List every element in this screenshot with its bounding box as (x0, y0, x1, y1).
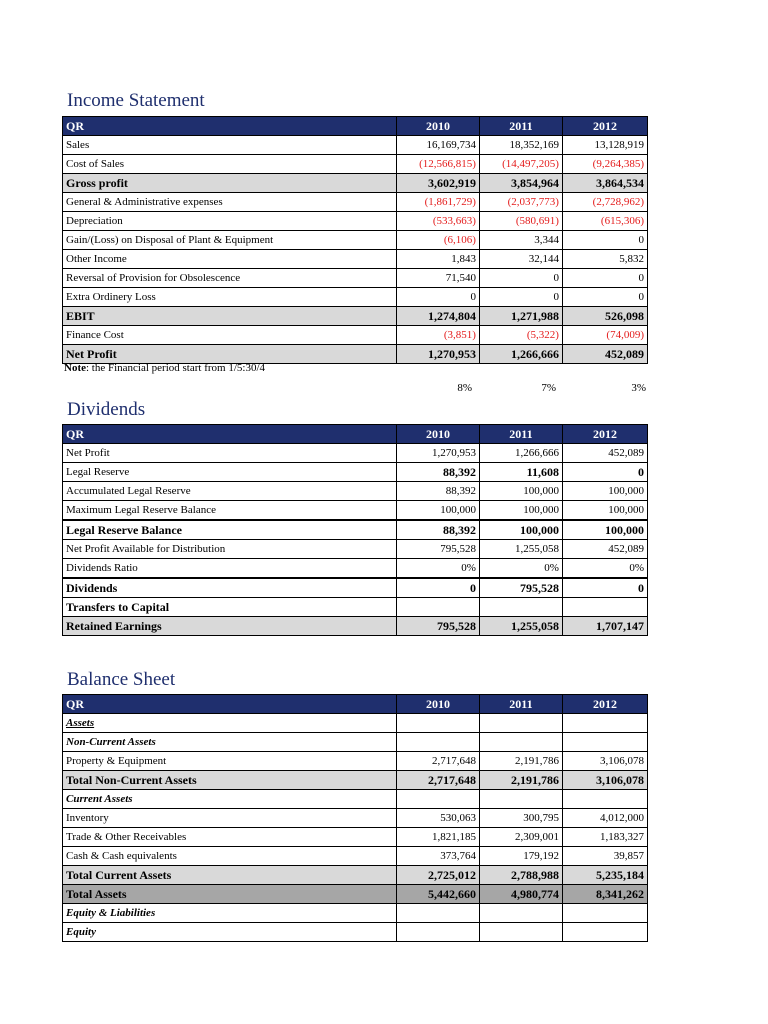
cell-value: (9,264,385) (562, 155, 647, 174)
row-label: Extra Ordinery Loss (63, 288, 397, 307)
cell-value: 452,089 (562, 540, 647, 559)
cell-value: 0 (562, 578, 647, 598)
row-label: Transfers to Capital (63, 598, 397, 617)
cell-value: 373,764 (396, 847, 479, 866)
cell-value: (2,037,773) (479, 193, 562, 212)
table-row (63, 923, 648, 942)
row-label: EBIT (63, 307, 397, 326)
table-row (63, 733, 648, 752)
cell-value: 452,089 (562, 345, 647, 364)
cell-value: 0 (562, 231, 647, 250)
cell-value (396, 714, 479, 733)
cell-value: (12,566,815) (396, 155, 479, 174)
cell-value (562, 790, 647, 809)
margin-percent: 3% (631, 382, 646, 394)
row-label: Gross profit (63, 174, 397, 193)
row-label: Depreciation (63, 212, 397, 231)
row-label: Assets (63, 714, 397, 733)
note-label: Note (64, 362, 86, 374)
cell-value: 1,821,185 (396, 828, 479, 847)
cell-value: 452,089 (562, 444, 647, 463)
cell-value: 4,980,774 (479, 885, 562, 904)
income-statement-title: Income Statement (67, 90, 205, 111)
table-row (63, 598, 648, 617)
row-label: Inventory (63, 809, 397, 828)
cell-value: 5,235,184 (562, 866, 647, 885)
year-header: 2012 (562, 695, 647, 714)
cell-value: 795,528 (479, 578, 562, 598)
cell-value: 5,832 (562, 250, 647, 269)
cell-value: 100,000 (479, 501, 562, 521)
cell-value (479, 923, 562, 942)
cell-value: 100,000 (396, 501, 479, 521)
table-row (63, 714, 648, 733)
cell-value (479, 714, 562, 733)
cell-value: 1,255,058 (479, 540, 562, 559)
cell-value: (615,306) (562, 212, 647, 231)
table-row (63, 771, 648, 790)
row-label: Equity (63, 923, 397, 942)
cell-value: 1,183,327 (562, 828, 647, 847)
cell-value (562, 598, 647, 617)
row-label: Sales (63, 136, 397, 155)
row-label: Legal Reserve Balance (63, 520, 397, 540)
cell-value: (1,861,729) (396, 193, 479, 212)
cell-value: 0 (562, 288, 647, 307)
cell-value: 0 (396, 288, 479, 307)
row-label: Total Assets (63, 885, 397, 904)
margin-percent: 8% (457, 382, 472, 394)
cell-value: 39,857 (562, 847, 647, 866)
cell-value: 0 (562, 269, 647, 288)
cell-value (396, 923, 479, 942)
table-row (63, 326, 648, 345)
row-label: Trade & Other Receivables (63, 828, 397, 847)
balance-sheet-title: Balance Sheet (67, 669, 176, 690)
year-header: 2012 (562, 425, 647, 444)
table-row (63, 250, 648, 269)
table-row (63, 501, 648, 521)
cell-value: 300,795 (479, 809, 562, 828)
cell-value: 0 (562, 463, 647, 482)
cell-value: 0 (479, 288, 562, 307)
cell-value: 1,266,666 (479, 444, 562, 463)
cell-value: 8,341,262 (562, 885, 647, 904)
row-label: Dividends (63, 578, 397, 598)
table-row (63, 617, 648, 636)
cell-value: 71,540 (396, 269, 479, 288)
dividends-table (62, 424, 648, 636)
cell-value: 3,602,919 (396, 174, 479, 193)
cell-value: 2,191,786 (479, 752, 562, 771)
dividends-title: Dividends (67, 399, 146, 420)
cell-value: 100,000 (562, 501, 647, 521)
table-row (63, 193, 648, 212)
cell-value: 179,192 (479, 847, 562, 866)
cell-value: 18,352,169 (479, 136, 562, 155)
margin-percent: 7% (541, 382, 556, 394)
row-label: Current Assets (63, 790, 397, 809)
balance-sheet-table (62, 694, 648, 942)
cell-value: 88,392 (396, 482, 479, 501)
row-label: Finance Cost (63, 326, 397, 345)
year-header: 2010 (396, 117, 479, 136)
table-row (63, 155, 648, 174)
table-row (63, 307, 648, 326)
table-row (63, 288, 648, 307)
cell-value (396, 733, 479, 752)
cell-value: 795,528 (396, 617, 479, 636)
currency-header: QR (63, 117, 397, 136)
cell-value: 2,717,648 (396, 752, 479, 771)
table-row (63, 482, 648, 501)
cell-value (562, 923, 647, 942)
note-text: : the Financial period start from 1/5:30/4 (86, 362, 266, 374)
table-row (63, 540, 648, 559)
cell-value: 3,106,078 (562, 752, 647, 771)
cell-value (396, 790, 479, 809)
cell-value (479, 790, 562, 809)
cell-value: 0 (479, 269, 562, 288)
cell-value: 2,309,001 (479, 828, 562, 847)
row-label: Non-Current Assets (63, 733, 397, 752)
cell-value: 5,442,660 (396, 885, 479, 904)
cell-value: 0% (562, 559, 647, 579)
cell-value: (2,728,962) (562, 193, 647, 212)
row-label: Equity & Liabilities (63, 904, 397, 923)
table-row (63, 174, 648, 193)
table-row (63, 809, 648, 828)
year-header: 2011 (479, 117, 562, 136)
financial-period-note (64, 362, 265, 374)
table-row (63, 231, 648, 250)
table-row (63, 520, 648, 540)
row-label: Total Current Assets (63, 866, 397, 885)
cell-value: (14,497,205) (479, 155, 562, 174)
table-row (63, 269, 648, 288)
year-header: 2011 (479, 425, 562, 444)
cell-value: 530,063 (396, 809, 479, 828)
row-label: Legal Reserve (63, 463, 397, 482)
cell-value: 88,392 (396, 463, 479, 482)
cell-value: 3,864,534 (562, 174, 647, 193)
table-row (63, 828, 648, 847)
cell-value: (6,106) (396, 231, 479, 250)
table-row (63, 847, 648, 866)
cell-value: 13,128,919 (562, 136, 647, 155)
year-header: 2011 (479, 695, 562, 714)
cell-value: 1,266,666 (479, 345, 562, 364)
row-label: Accumulated Legal Reserve (63, 482, 397, 501)
table-row (63, 904, 648, 923)
cell-value (479, 904, 562, 923)
cell-value: 1,255,058 (479, 617, 562, 636)
row-label: General & Administrative expenses (63, 193, 397, 212)
cell-value (562, 904, 647, 923)
table-row (63, 866, 648, 885)
currency-header: QR (63, 425, 397, 444)
row-label: Other Income (63, 250, 397, 269)
cell-value: 1,707,147 (562, 617, 647, 636)
row-label: Cost of Sales (63, 155, 397, 174)
cell-value: 0% (396, 559, 479, 579)
table-row (63, 463, 648, 482)
cell-value: 88,392 (396, 520, 479, 540)
cell-value: 2,788,988 (479, 866, 562, 885)
table-row (63, 345, 648, 364)
row-label: Gain/(Loss) on Disposal of Plant & Equipment (63, 231, 397, 250)
cell-value (562, 733, 647, 752)
row-label: Dividends Ratio (63, 559, 397, 579)
year-header: 2010 (396, 425, 479, 444)
cell-value (479, 733, 562, 752)
cell-value: 4,012,000 (562, 809, 647, 828)
table-row (63, 790, 648, 809)
cell-value: (3,851) (396, 326, 479, 345)
row-label: Net Profit (63, 345, 397, 364)
cell-value: (580,691) (479, 212, 562, 231)
row-label: Net Profit (63, 444, 397, 463)
year-header: 2010 (396, 695, 479, 714)
cell-value: 0% (479, 559, 562, 579)
table-row (63, 885, 648, 904)
row-label: Retained Earnings (63, 617, 397, 636)
cell-value: 3,106,078 (562, 771, 647, 790)
cell-value: 1,270,953 (396, 345, 479, 364)
cell-value: 100,000 (479, 520, 562, 540)
cell-value (479, 598, 562, 617)
row-label: Total Non-Current Assets (63, 771, 397, 790)
cell-value: 16,169,734 (396, 136, 479, 155)
cell-value: 3,854,964 (479, 174, 562, 193)
cell-value: 100,000 (479, 482, 562, 501)
cell-value: 32,144 (479, 250, 562, 269)
cell-value: (533,663) (396, 212, 479, 231)
cell-value (562, 714, 647, 733)
cell-value: 795,528 (396, 540, 479, 559)
income-statement-table (62, 116, 648, 364)
cell-value: 2,191,786 (479, 771, 562, 790)
table-row (63, 752, 648, 771)
table-row (63, 444, 648, 463)
row-label: Cash & Cash equivalents (63, 847, 397, 866)
cell-value: 526,098 (562, 307, 647, 326)
cell-value: 100,000 (562, 482, 647, 501)
cell-value: (74,009) (562, 326, 647, 345)
cell-value (396, 598, 479, 617)
margin-percent-row (392, 382, 648, 398)
row-label: Property & Equipment (63, 752, 397, 771)
row-label: Net Profit Available for Distribution (63, 540, 397, 559)
cell-value: 1,270,953 (396, 444, 479, 463)
cell-value: (5,322) (479, 326, 562, 345)
table-header-row (63, 695, 648, 714)
table-row (63, 212, 648, 231)
cell-value: 0 (396, 578, 479, 598)
row-label: Maximum Legal Reserve Balance (63, 501, 397, 521)
cell-value: 2,725,012 (396, 866, 479, 885)
cell-value: 1,274,804 (396, 307, 479, 326)
cell-value: 3,344 (479, 231, 562, 250)
cell-value: 11,608 (479, 463, 562, 482)
cell-value: 1,271,988 (479, 307, 562, 326)
table-header-row (63, 117, 648, 136)
currency-header: QR (63, 695, 397, 714)
table-row (63, 136, 648, 155)
table-header-row (63, 425, 648, 444)
table-row (63, 578, 648, 598)
cell-value: 1,843 (396, 250, 479, 269)
cell-value: 100,000 (562, 520, 647, 540)
table-row (63, 559, 648, 579)
year-header: 2012 (562, 117, 647, 136)
cell-value (396, 904, 479, 923)
row-label: Reversal of Provision for Obsolescence (63, 269, 397, 288)
cell-value: 2,717,648 (396, 771, 479, 790)
